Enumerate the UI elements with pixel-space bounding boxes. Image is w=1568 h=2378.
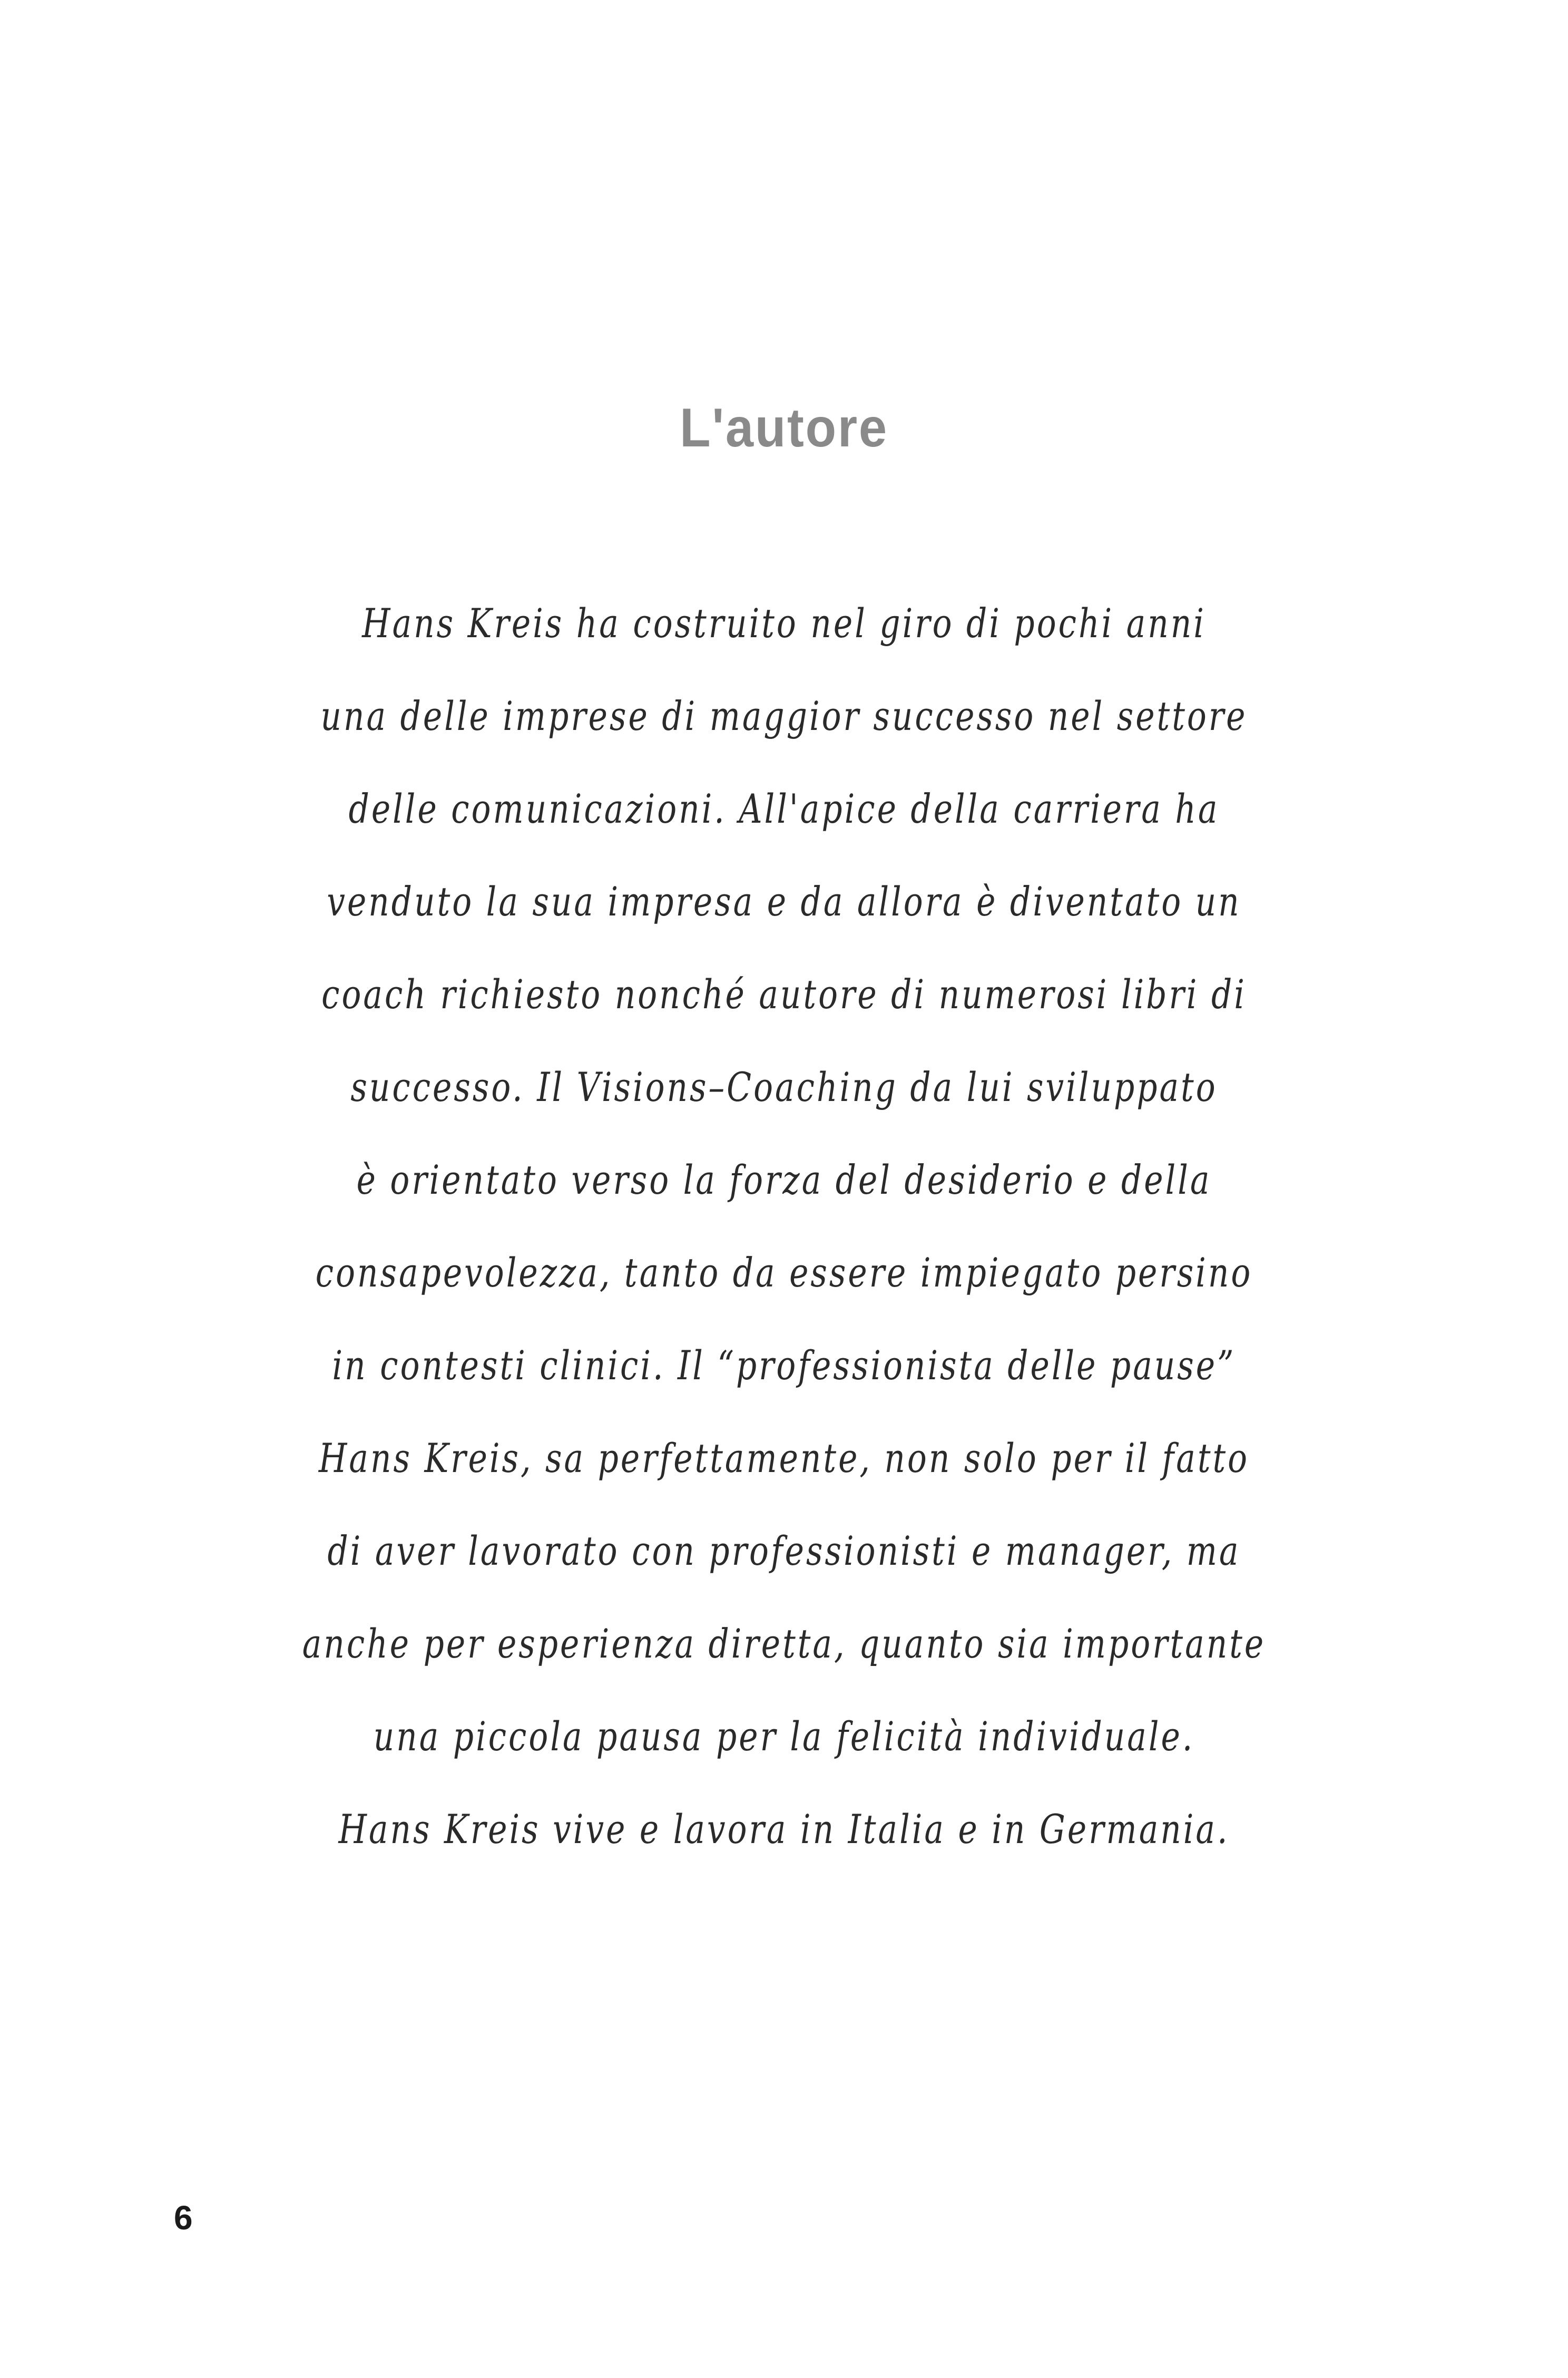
bio-line: delle comunicazioni. All'apice della carriera ha xyxy=(348,785,1220,832)
page-number: 6 xyxy=(174,2199,193,2237)
bio-line: consapevolezza, tanto da essere impiegato persino xyxy=(315,1249,1253,1296)
bio-line: coach richiesto nonché autore di numerosi libri di xyxy=(321,971,1247,1018)
bio-line: venduto la sua impresa e da allora è diventato un xyxy=(327,878,1241,925)
bio-line: Hans Kreis vive e lavora in Italia e in Germania. xyxy=(338,1806,1230,1853)
bio-line: successo. Il Visions–Coaching da lui sviluppato xyxy=(350,1064,1218,1110)
bio-line: in contesti clinici. Il “professionista delle pause” xyxy=(332,1342,1236,1389)
bio-line: anche per esperienza diretta, quanto sia importante xyxy=(302,1620,1266,1667)
bio-line: Hans Kreis ha costruito nel giro di pochi anni xyxy=(362,600,1206,647)
bio-line: una piccola pausa per la felicità individuale. xyxy=(373,1713,1195,1760)
page-title: L'autore xyxy=(680,397,888,459)
bio-line: è orientato verso la forza del desiderio e della xyxy=(356,1156,1212,1203)
bio-line: una delle imprese di maggior successo nel settore xyxy=(320,693,1248,739)
bio-line: Hans Kreis, sa perfettamente, non solo per il fatto xyxy=(318,1435,1250,1482)
bio-line: di aver lavorato con professionisti e manager, ma xyxy=(327,1527,1241,1574)
